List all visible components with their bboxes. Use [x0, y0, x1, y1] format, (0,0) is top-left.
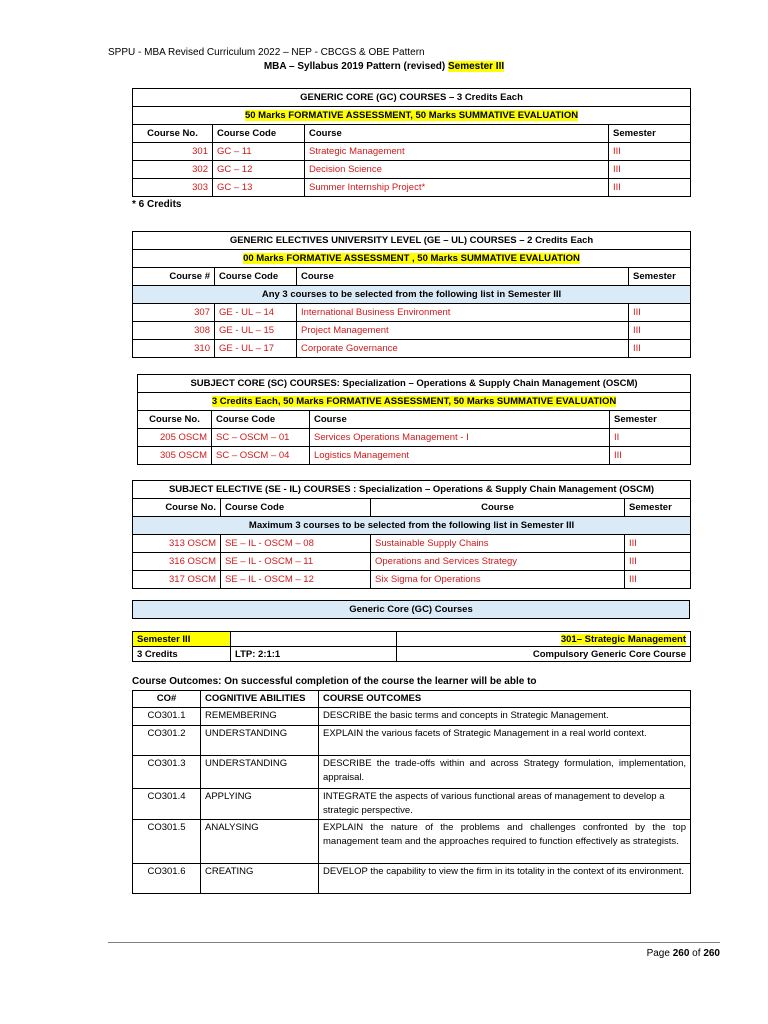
course-code: SE – IL - OSCM – 11: [221, 553, 371, 571]
col-header: Course No.: [138, 411, 212, 429]
course-no: 205 OSCM: [138, 429, 212, 447]
col-header: CO#: [133, 691, 201, 708]
course-name: Decision Science: [305, 161, 609, 179]
col-header: Course No.: [133, 499, 221, 517]
course-semester: III: [610, 447, 691, 465]
course-name: Sustainable Supply Chains: [371, 535, 625, 553]
table-row: [133, 708, 691, 726]
co-number: CO301.6: [133, 864, 201, 894]
col-header: Course Code: [215, 268, 297, 286]
col-header: Course Code: [212, 411, 310, 429]
gc-table-title: GENERIC CORE (GC) COURSES – 3 Credits Each: [133, 89, 691, 107]
course-name: Services Operations Management - I: [310, 429, 610, 447]
of-word: of: [689, 948, 704, 959]
co-ability: ANALYSING: [201, 820, 319, 864]
syllabus-heading: [0, 61, 768, 72]
table-row: [133, 143, 691, 161]
course-no: 303: [133, 179, 213, 197]
course-name: Logistics Management: [310, 447, 610, 465]
page-number: [647, 948, 720, 959]
table-row: [133, 322, 691, 340]
generic-core-banner: [132, 600, 690, 619]
col-header: Course No.: [133, 125, 213, 143]
table-row: [133, 726, 691, 756]
course-name: Corporate Governance: [297, 340, 629, 358]
co-outcome: DEVELOP the capability to view the firm in its totality in the context of its environment.: [319, 864, 691, 894]
course-no: 316 OSCM: [133, 553, 221, 571]
col-header: Course #: [133, 268, 215, 286]
course-semester: III: [609, 143, 691, 161]
table-row: [133, 789, 691, 820]
course-name: International Business Environment: [297, 304, 629, 322]
course-no: 307: [133, 304, 215, 322]
table-row: [133, 571, 691, 589]
table-row: [133, 161, 691, 179]
course-name: Summer Internship Project*: [305, 179, 609, 197]
co-outcome: DESCRIBE the trade-offs within and across Strategy formulation, implementation, appraisal.: [319, 756, 691, 789]
gc-table-subtitle: 50 Marks FORMATIVE ASSESSMENT, 50 Marks SUMMATIVE EVALUATION: [244, 110, 579, 121]
sc-table-subtitle: 3 Credits Each, 50 Marks FORMATIVE ASSESSMENT, 50 Marks SUMMATIVE EVALUATION: [211, 396, 617, 407]
col-header: Course: [310, 411, 610, 429]
course-ltp: LTP: 2:1:1: [231, 647, 397, 662]
course-no: 308: [133, 322, 215, 340]
col-header: Course: [305, 125, 609, 143]
course-code: SC – OSCM – 01: [212, 429, 310, 447]
course-no: 310: [133, 340, 215, 358]
co-outcome: DESCRIBE the basic terms and concepts in Strategic Management.: [319, 708, 691, 726]
course-type: Compulsory Generic Core Course: [397, 647, 691, 662]
generic-core-banner-label: Generic Core (GC) Courses: [133, 601, 690, 619]
course-semester: III: [625, 535, 691, 553]
co-number: CO301.5: [133, 820, 201, 864]
table-row: [133, 179, 691, 197]
table-row: [133, 820, 691, 864]
course-no: 305 OSCM: [138, 447, 212, 465]
course-code: SE – IL - OSCM – 08: [221, 535, 371, 553]
se-table-title: SUBJECT ELECTIVE (SE - IL) COURSES : Specialization – Operations & Supply Chain Management (OSCM): [133, 481, 691, 499]
table-row: [133, 756, 691, 789]
course-semester: III: [609, 161, 691, 179]
co-ability: CREATING: [201, 864, 319, 894]
co-number: CO301.4: [133, 789, 201, 820]
course-name: Project Management: [297, 322, 629, 340]
course-credits: 3 Credits: [133, 647, 231, 662]
co-number: CO301.3: [133, 756, 201, 789]
course-semester: III: [629, 340, 691, 358]
course-title: 301– Strategic Management: [560, 633, 686, 645]
page-current: 260: [672, 948, 690, 959]
se-courses-table: [132, 480, 691, 589]
col-header: Course: [371, 499, 625, 517]
course-code: SC – OSCM – 04: [212, 447, 310, 465]
se-table-note: Maximum 3 courses to be selected from the following list in Semester III: [133, 517, 691, 535]
course-no: 301: [133, 143, 213, 161]
col-header: COURSE OUTCOMES: [319, 691, 691, 708]
col-header: Semester: [629, 268, 691, 286]
course-name: Strategic Management: [305, 143, 609, 161]
course-outcomes-table: [132, 690, 691, 894]
col-header: COGNITIVE ABILITIES: [201, 691, 319, 708]
co-outcome: EXPLAIN the nature of the problems and challenges confronted by the top management team and the approaches required to function effectively as strategists.: [319, 820, 691, 864]
course-code: SE – IL - OSCM – 12: [221, 571, 371, 589]
course-semester: III: [625, 553, 691, 571]
page-total: 260: [703, 948, 720, 959]
col-header: Course Code: [213, 125, 305, 143]
course-semester: III: [629, 304, 691, 322]
col-header: Semester: [625, 499, 691, 517]
course-semester: III: [609, 179, 691, 197]
ge-table-note: Any 3 courses to be selected from the following list in Semester III: [133, 286, 691, 304]
ge-table-subtitle: 00 Marks FORMATIVE ASSESSMENT , 50 Marks SUMMATIVE EVALUATION: [243, 253, 580, 264]
co-number: CO301.2: [133, 726, 201, 756]
course-code: GC – 11: [213, 143, 305, 161]
ge-table-title: GENERIC ELECTIVES UNIVERSITY LEVEL (GE – UL) COURSES – 2 Credits Each: [133, 232, 691, 250]
course-outcomes-intro: Course Outcomes: On successful completion of the course the learner will be able to: [132, 676, 537, 687]
table-row: [138, 447, 691, 465]
co-outcome: INTEGRATE the aspects of various functional areas of management to develop a strategic perspective.: [319, 789, 691, 820]
col-header: Course: [297, 268, 629, 286]
course-code: GE - UL – 14: [215, 304, 297, 322]
col-header: Semester: [609, 125, 691, 143]
co-outcome: EXPLAIN the various facets of Strategic Management in a real world context.: [319, 726, 691, 756]
sc-table-title: SUBJECT CORE (SC) COURSES: Specialization – Operations & Supply Chain Management (OSCM): [138, 375, 691, 393]
syllabus-prefix: MBA – Syllabus 2019 Pattern (revised): [263, 61, 448, 72]
course-semester: II: [610, 429, 691, 447]
course-code: GE - UL – 17: [215, 340, 297, 358]
course-semester: III: [625, 571, 691, 589]
course-code: GC – 12: [213, 161, 305, 179]
col-header: Semester: [610, 411, 691, 429]
page-word: Page: [646, 948, 673, 959]
course-no: 302: [133, 161, 213, 179]
gc-footnote: * 6 Credits: [132, 199, 182, 210]
course-code: GC – 13: [213, 179, 305, 197]
course-code: GE - UL – 15: [215, 322, 297, 340]
table-row: [133, 304, 691, 322]
gc-courses-table: [132, 88, 691, 197]
ge-courses-table: [132, 231, 691, 358]
co-number: CO301.1: [133, 708, 201, 726]
course-semester-label: Semester III: [133, 632, 231, 647]
sc-courses-table: [137, 374, 691, 465]
running-title: SPPU - MBA Revised Curriculum 2022 – NEP - CBCGS & OBE Pattern: [108, 47, 425, 58]
col-header: Course Code: [221, 499, 371, 517]
co-ability: REMEMBERING: [201, 708, 319, 726]
table-row: [133, 340, 691, 358]
course-name: Operations and Services Strategy: [371, 553, 625, 571]
course-no: 313 OSCM: [133, 535, 221, 553]
table-row: [138, 429, 691, 447]
course-name: Six Sigma for Operations: [371, 571, 625, 589]
syllabus-semester: Semester III: [448, 61, 505, 72]
table-row: [133, 535, 691, 553]
course-semester: III: [629, 322, 691, 340]
co-ability: UNDERSTANDING: [201, 726, 319, 756]
footer-rule: [108, 942, 720, 943]
course-no: 317 OSCM: [133, 571, 221, 589]
table-row: [133, 553, 691, 571]
co-ability: UNDERSTANDING: [201, 756, 319, 789]
course-info-table: [132, 631, 691, 662]
co-ability: APPLYING: [201, 789, 319, 820]
table-row: [133, 864, 691, 894]
